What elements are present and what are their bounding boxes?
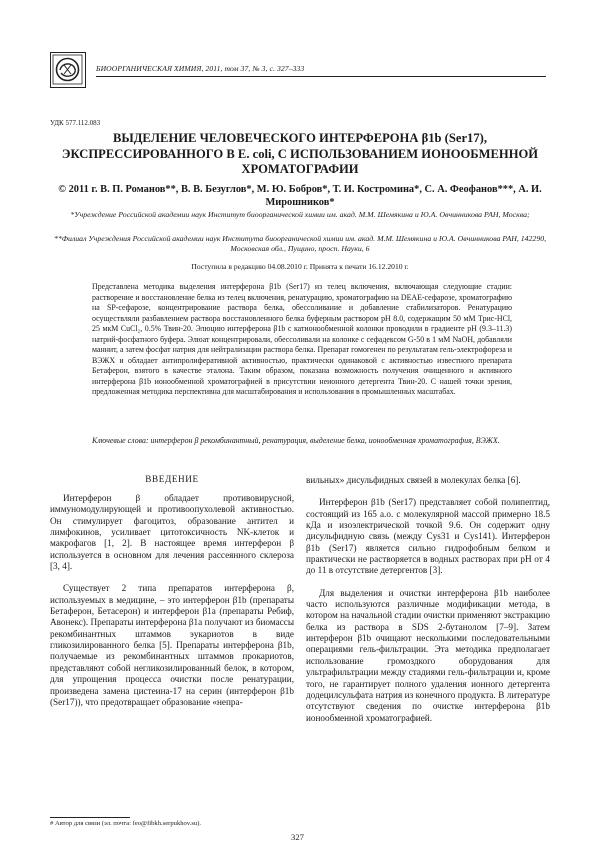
affiliation-2: **Филиал Учреждения Российской академии наук Института биоорганической химии им. акад. М.М. Шемякина и Ю.А. Овчинникова РАН, 142290, Московская обл., Пущино, просп. Науки, 6 (53, 234, 547, 254)
received-dates: Поступила в редакцию 04.08.2010 г. Принята к печати 16.12.2010 г. (191, 262, 409, 271)
journal-logo (50, 52, 86, 88)
article-title: ВЫДЕЛЕНИЕ ЧЕЛОВЕЧЕСКОГО ИНТЕРФЕРОНА β1b (Ser17), ЭКСПРЕССИРОВАННОГО В E. coli, С ИСПОЛЬЗОВАНИЕМ ИОНООБМЕННОЙ ХРОМАТОГРАФИИ (61, 131, 539, 177)
abstract: Представлена методика выделения интерферона β1b (Ser17) из телец включения, включающая следующие стадии: растворение и восстановление белка из телец включения, ренатурацию, хроматографию на DEAE-сефарозе, хроматографию на SP-сефарозе, концентрирование раствора белка, обессоливание и добавление стабилизаторов. Ренатурацию осуществляли разбавлением раствора восстановленного белка буферным раствором pH 8.0, содержащим 50 мМ Трис-HCl, 25 мкМ CuCl₂, 0.5% Твин-20. Элюцию интерферона β1b с катионообменной колонки проводили в градиенте pH (9.3–11.3) натрий-фосфатного буфера. Элюат концентрировали, обессоливали на колонке с сефадексом G-50 в 1 мМ NaOH, добавляли маннит, а затем фосфат натрия для нейтрализации раствора белка. Препарат гомогенен по результатам гель-электрофореза и ВЭЖХ и обладает антипролиферативной активностью, практически одинаковой с активностью известного препарата Бетаферон, взятого в качестве эталона. Таким образом, показана возможность получения очищенного и активного интерферона β1b ионообменной хроматографией в присутствии неионного детергента Твин-20. С нашей точки зрения, предложенная методика перспективна для масштабирования и использования в промышленных масштабах. (92, 282, 512, 396)
header-rule (96, 76, 546, 77)
footnote: # Автор для связи (эл. почта: feo@fibkh.serpukhov.su). (50, 820, 202, 827)
paragraph: Интерферон β обладает противовирусной, иммуномодулирующей и противоопухолевой активностью. Он стимулирует фагоцитоз, образование антител и лимфокинов, усиливает цитотоксичность NK-клеток и макрофагов [1, 2]. В настоящее время интерферон β используется в основном для лечения рассеянного склероза [3, 4]. (50, 493, 294, 572)
journal-citation: БИООРГАНИЧЕСКАЯ ХИМИЯ, 2011, том 37, № 3, с. 327–333 (96, 64, 305, 73)
left-column (50, 493, 294, 708)
page-number: 327 (291, 832, 304, 842)
section-heading-introduction: ВВЕДЕНИЕ (145, 474, 199, 484)
journal-logo-emblem-icon (51, 53, 84, 86)
footnote-rule (50, 817, 130, 818)
paragraph: Для выделения и очистки интерферона β1b наиболее часто используются различные модификации метода, в котором на начальной стадии очистки применяют экстракцию белка из раствора в SDS 2-бутанолом [7–9]. Затем интерферон β1b очищают несколькими последовательными операциями гель-фильтрации. Эта методика предполагает использование громоздкого оборудования для ультрафильтрации между стадиями гель-фильтрации и, кроме того, не гарантирует полного удаления ионного детергента додецилсульфата натрия из конечного продукта. В литературе отсутствуют сведения по очистке интерферона β1b ионообменной хроматографией. (306, 587, 550, 723)
affiliation-1: *Учреждение Российской академии наук Институт биоорганической химии им. акад. М.М. Шемякина и Ю.А. Овчинникова РАН, Москва; (70, 210, 530, 219)
author-list: © 2011 г. В. П. Романов**, В. В. Безуглов*, М. Ю. Бобров*, Т. И. Костромина*, С. А. Феофанов***, А. И. Мирошников* (58, 184, 542, 208)
paragraph: вильных» дисульфидных связей в молекулах белка [6]. (306, 475, 521, 485)
right-column (306, 475, 550, 724)
paragraph: Интерферон β1b (Ser17) представляет собой полипептид, состоящий из 165 а.о. с молекулярной массой примерно 18.5 кДа и изоэлектрической точкой 9.6. Он содержит одну дисульфидную связь (между Cys31 и Cys141). Интерферон β1b (Ser17) является сильно гидрофобным белком и практически не растворяется в водных растворах при pH от 4 до 11 в отсутствие детергентов [3]. (306, 497, 550, 576)
paragraph: Существует 2 типа препаратов интерферона β, используемых в медицине, – это интерферон β1b (препараты Бетаферон, Бетасерон) и интерферон β1a (препараты Ребиф, Авонекс). Препараты интерферона β1a получают из биомассы рекомбинантных штаммов эукариотов в виде гликозилированного белка [5]. Препараты интерферона β1b, получаемые из рекомбинантных штаммов прокариотов, представляют собой негликозилированный белок, в котором, для упрощения процесса очистки после ренатурации, произведена замена цистеина-17 на серин (интерферон β1b (Ser17)), что предотвращает образование «непра- (50, 583, 294, 707)
udk-code: УДК 577.112.083 (50, 119, 101, 127)
keywords: Ключевые слова: интерферон β рекомбинантный, ренатурация, выделение белка, ионообменная хроматография, ВЭЖХ. (92, 436, 500, 445)
